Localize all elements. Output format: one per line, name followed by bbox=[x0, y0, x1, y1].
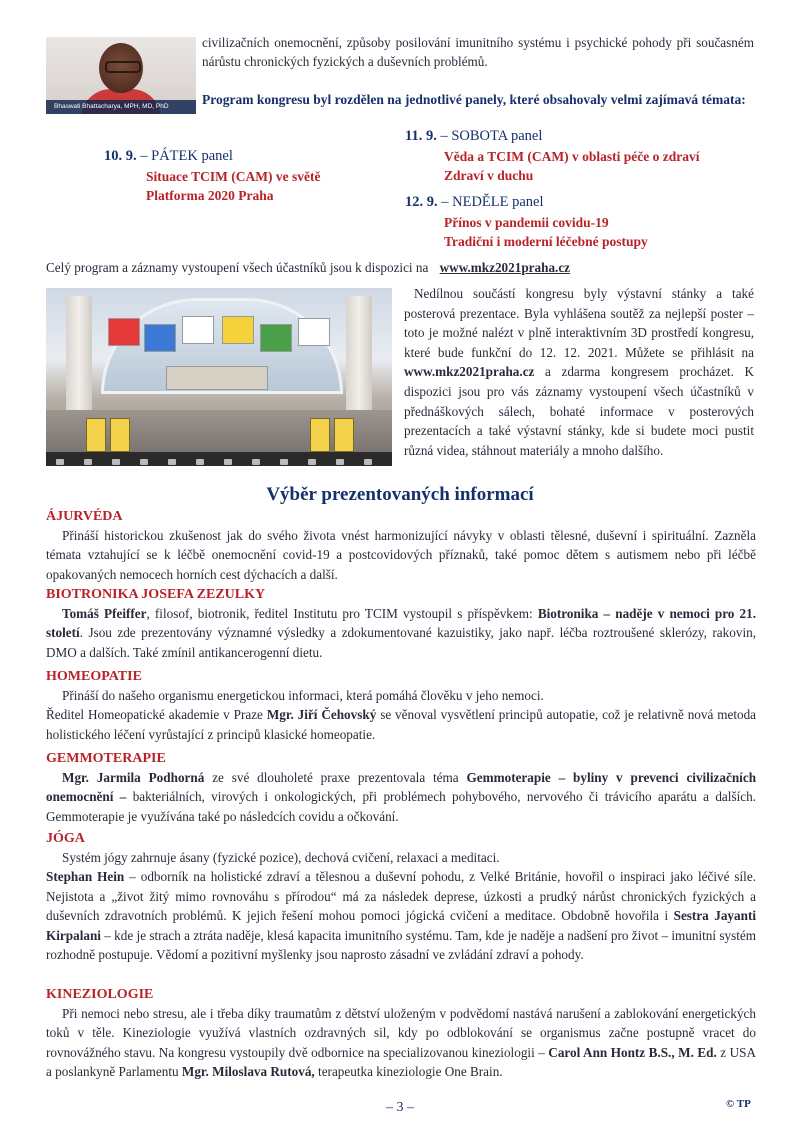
gemmoterapie-speaker: Mgr. Jarmila Podhorná bbox=[62, 770, 205, 785]
friday-topic-1: Situace TCIM (CAM) ve světě bbox=[146, 169, 321, 184]
gemmoterapie-text bbox=[46, 768, 756, 826]
hall-center-stage bbox=[166, 366, 268, 390]
virtual-hall-image bbox=[46, 288, 392, 466]
hall-pillar-right bbox=[346, 296, 372, 416]
homeopatie-text-2: se věnoval vysvětlení principů autopatie, což je relativně nová metoda holistického léčení vyrůstající z principů klasické homeopatie. bbox=[46, 707, 757, 742]
homeopatie-speaker: Mgr. Jiří Čehovský bbox=[266, 707, 377, 723]
exhibition-text-2: a zdarma kongresem procházet. K dispozici jsou pro vás záznamy vystoupení všech účastníků v přednáškových sálech, bohaté informace v posterových prezentacích a také výstavní stánky, kde si budete moci pustit různá videa, stáhnout materiály a mnoho dalšího. bbox=[404, 364, 755, 458]
day-friday bbox=[104, 148, 233, 165]
homeopatie-title: HOMEOPATIE bbox=[46, 669, 142, 684]
hall-booth bbox=[260, 324, 292, 352]
gemmoterapie-title: GEMMOTERAPIE bbox=[46, 751, 166, 766]
hall-stand bbox=[334, 418, 354, 452]
kineziologie-text-3: terapeutka kineziologie One Brain. bbox=[318, 1064, 503, 1080]
section-ajurveda bbox=[46, 508, 756, 584]
section-joga bbox=[46, 830, 756, 964]
day-friday-date: 10. 9. bbox=[104, 148, 137, 164]
hall-toolbar bbox=[46, 452, 392, 466]
kineziologie-text-1: Při nemoci nebo stresu, ale i třeba díky traumatům z dětství uloženým v podvědomí nastává narušení a zablokování energetických toků v těle. Kineziologie využívá vlastních ozdravných sil, kdy po odblokování se organismus začne postupně vracet do rovnovážného stavu. Na kongresu vystoupily dvě odbornice na specializovanou kineziologii – bbox=[46, 1006, 756, 1060]
biotronika-speaker: Tomáš Pfeiffer bbox=[62, 606, 147, 621]
exhibition-link[interactable]: www.mkz2021praha.cz bbox=[404, 364, 535, 380]
hall-booth bbox=[144, 324, 176, 352]
full-program-link[interactable]: www.mkz2021praha.cz bbox=[439, 260, 571, 275]
exhibition-text-1: Nedílnou součástí kongresu byly výstavní stánky a také posterová prezentace. Byla vyhlášena soutěž za nejlepší poster – toto je možné nalézt v plně interaktivním 3D prostředí kongresu, které bude funkční do 12. 12. 2021. Můžete se přihlásit na bbox=[404, 286, 754, 360]
day-sunday-label: – NEDĚLE panel bbox=[441, 194, 544, 210]
homeopatie-text-1: Ředitel Homeopatické akademie v Praze bbox=[46, 707, 263, 723]
kineziologie-text-2: z USA a poslankyně Parlamentu bbox=[46, 1044, 756, 1080]
copyright-mark: © TP bbox=[726, 1098, 751, 1110]
biotronika-text bbox=[46, 604, 756, 662]
day-saturday bbox=[405, 128, 542, 145]
biotronika-text-1: , filosof, biotronik, ředitel Institutu pro TCIM vystoupil s příspěvkem: bbox=[146, 606, 533, 621]
page-number: – 3 – bbox=[386, 1100, 414, 1115]
section-title: Výběr prezentovaných informací bbox=[266, 484, 534, 505]
hall-booth bbox=[298, 318, 330, 346]
intro-paragraph: civilizačních onemocnění, způsoby posilování imunitního systému i psychické pohody při současném nárůstu chronických fyzických a duševních problémů. bbox=[202, 35, 754, 69]
hall-booth bbox=[182, 316, 214, 344]
gemmoterapie-talk-title: Gemmoterapie – byliny v prevenci civilizačních onemocnění – bbox=[46, 770, 757, 805]
speaker-glasses-shape bbox=[105, 61, 141, 73]
hall-stand bbox=[110, 418, 130, 452]
homeopatie-line-1: Přináší do našeho organismu energetickou informaci, která pomáhá člověku v jeho nemoci. bbox=[62, 688, 544, 703]
joga-line-1: Systém jógy zahrnuje ásany (fyzické pozice), dechová cvičení, relaxaci a meditaci. bbox=[62, 850, 500, 865]
joga-text bbox=[46, 867, 756, 964]
kineziologie-speaker-2: Mgr. Miloslava Rutová, bbox=[181, 1064, 315, 1080]
kineziologie-speaker-1: Carol Ann Hontz B.S., M. Ed. bbox=[548, 1044, 717, 1060]
ajurveda-title: ÁJURVÉDA bbox=[46, 509, 123, 524]
hall-booth bbox=[222, 316, 254, 344]
section-biotronika bbox=[46, 586, 756, 662]
speaker-photo-caption: Bhaswati Bhattacharya, MPH, MD, PhD bbox=[46, 100, 196, 114]
section-kineziologie bbox=[46, 986, 756, 1082]
hall-stand bbox=[86, 418, 106, 452]
saturday-topic-2: Zdraví v duchu bbox=[444, 168, 534, 183]
joga-speaker-1: Stephan Hein bbox=[46, 869, 125, 885]
day-sunday bbox=[405, 194, 544, 211]
joga-text-1: – odborník na holistické zdraví a tělesnou a duševní pohodu, z Velké Británie, hovořil o inspiraci jako léčivé síle. Nejistota a „život žitý mimo rovnováhu s přírodou“ má za následek deprese, úzkosti a prudký nárůst chronických fyzických a duševních zdravotních problémů. K jejich řešení mohou pomoci jógická cvičení a meditace. Obdobně hovořila i bbox=[46, 869, 756, 924]
day-saturday-date: 11. 9. bbox=[405, 128, 437, 144]
biotronika-talk-title: Biotronika – naděje v nemoci pro 21. století bbox=[46, 606, 757, 641]
kineziologie-text bbox=[46, 1004, 756, 1082]
exhibition-paragraph bbox=[404, 284, 754, 460]
sunday-topic-1: Přínos v pandemii covidu-19 bbox=[444, 215, 609, 230]
day-sunday-date: 12. 9. bbox=[405, 194, 438, 210]
hall-stand bbox=[310, 418, 330, 452]
gemmoterapie-text-2: bakteriálních, virových i onkologických, při problémech pohybového, nervového či trávicího aparátu a dalších. Gemmoterapie je využívána také po následcích covidu a očkování. bbox=[46, 789, 756, 824]
homeopatie-text bbox=[46, 705, 756, 744]
kineziologie-title: KINEZIOLOGIE bbox=[46, 987, 154, 1002]
biotronika-text-2: . Jsou zde prezentovány významné výsledky a zdokumentované kazuistiky, jako např. léčba roztroušené sklerózy, rakovin, DMO a dalších. Také zmínil antikancerogenní dietu. bbox=[46, 625, 756, 660]
full-program-text: Celý program a záznamy vystoupení všech účastníků jsou k dispozici na bbox=[46, 260, 429, 275]
section-gemmoterapie bbox=[46, 750, 756, 826]
day-saturday-label: – SOBOTA panel bbox=[440, 128, 543, 144]
gemmoterapie-text-1: ze své dlouholeté praxe prezentovala téma bbox=[212, 770, 459, 785]
joga-title: JÓGA bbox=[46, 831, 85, 846]
section-homeopatie bbox=[46, 668, 756, 744]
ajurveda-text: Přináší historickou zkušenost jak do svého života vnést harmonizující návyky v oblasti tělesné, duševní i spirituální. Zazněla témata vztahující se k léčbě onemocnění covid-19 a postcovidových příznaků, také pomoc dětem s autismem nebo při léčbě opakovaných nemocech horních cest dýchacích a další. bbox=[46, 528, 756, 582]
biotronika-title: BIOTRONIKA JOSEFA ZEZULKY bbox=[46, 587, 266, 602]
speaker-photo bbox=[46, 37, 196, 114]
hall-pillar-left bbox=[66, 296, 92, 416]
full-program-line bbox=[46, 260, 766, 276]
friday-topic-2: Platforma 2020 Praha bbox=[146, 188, 274, 203]
day-friday-label: – PÁTEK panel bbox=[140, 148, 233, 164]
program-heading: Program kongresu byl rozdělen na jednotlivé panely, které obsahovaly velmi zajímavá témata: bbox=[202, 92, 746, 107]
joga-speaker-2: Sestra Jayanti Kirpalani bbox=[46, 908, 756, 943]
sunday-topic-2: Tradiční i moderní léčebné postupy bbox=[444, 234, 648, 249]
saturday-topic-1: Věda a TCIM (CAM) v oblasti péče o zdraví bbox=[444, 149, 700, 164]
hall-booth bbox=[108, 318, 140, 346]
joga-text-2: – kde je strach a ztráta naděje, klesá kapacita imunitního systému. Tam, kde je naděje a nadšení pro život – imunitní systém rozhodně postupuje. Vědomí a pozitivní myšlenky jsou naprosto zásadní ve zvládání zdraví a pohody. bbox=[46, 927, 757, 963]
